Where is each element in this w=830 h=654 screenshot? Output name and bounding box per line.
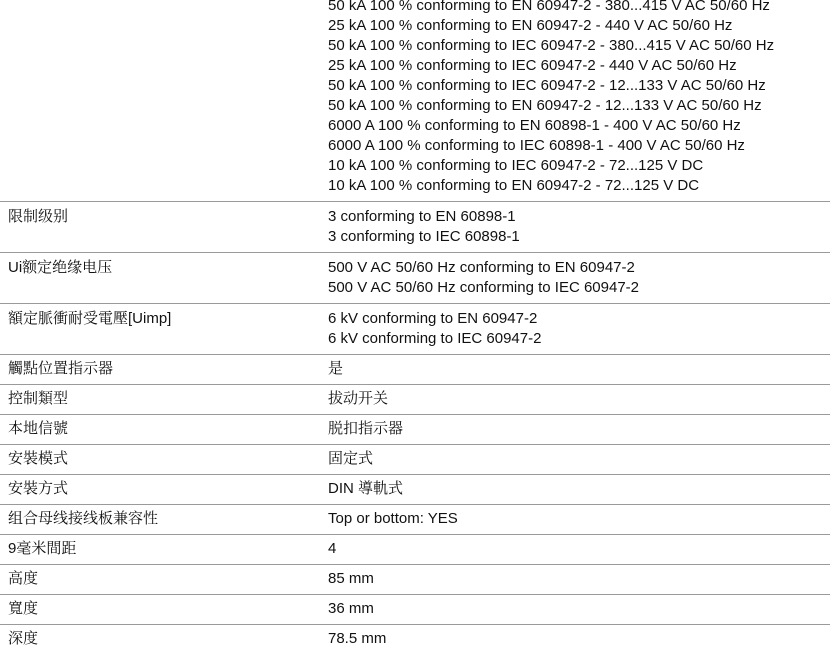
spec-value: 500 V AC 50/60 Hz conforming to IEC 60947-2 xyxy=(328,279,640,296)
spec-label: 9毫米間距 xyxy=(8,540,77,557)
spec-value: 6 kV conforming to IEC 60947-2 xyxy=(328,330,542,347)
spec-value: 25 kA 100 % conforming to EN 60947-2 - 440 V AC 50/60 Hz xyxy=(328,17,733,34)
spec-values xyxy=(317,625,830,654)
spec-row-height xyxy=(0,565,830,595)
spec-label: 觸點位置指示器 xyxy=(8,360,114,377)
spec-value: 4 xyxy=(328,540,337,557)
spec-row-mounting-mode xyxy=(0,445,830,475)
spec-values xyxy=(317,304,830,354)
spec-label: Ui额定绝缘电压 xyxy=(8,259,113,276)
spec-value: 500 V AC 50/60 Hz conforming to EN 60947-2 xyxy=(328,259,635,276)
spec-row-width xyxy=(0,595,830,625)
spec-row-breaking-capacity xyxy=(0,0,830,202)
spec-value: 6000 A 100 % conforming to IEC 60898-1 - 400 V AC 50/60 Hz xyxy=(328,137,745,154)
spec-row-limitation-class xyxy=(0,202,830,253)
spec-row-insulation-voltage xyxy=(0,253,830,304)
spec-values xyxy=(317,445,830,474)
spec-row-mounting-support xyxy=(0,475,830,505)
spec-values xyxy=(317,415,830,444)
spec-value: DIN 導軌式 xyxy=(328,480,404,497)
spec-value: 3 conforming to IEC 60898-1 xyxy=(328,228,520,245)
spec-label: 額定脈衝耐受電壓[Uimp] xyxy=(8,310,172,327)
spec-row-control-type xyxy=(0,385,830,415)
spec-values xyxy=(317,0,830,201)
spec-row-contact-indicator xyxy=(0,355,830,385)
spec-values xyxy=(317,253,830,303)
spec-label xyxy=(0,0,317,5)
spec-value: 85 mm xyxy=(328,570,374,587)
spec-value: 6 kV conforming to EN 60947-2 xyxy=(328,310,538,327)
spec-label: 组合母线接线板兼容性 xyxy=(8,510,159,527)
spec-value: 10 kA 100 % conforming to EN 60947-2 - 72...125 V DC xyxy=(328,177,700,194)
spec-values xyxy=(317,535,830,564)
spec-value: 50 kA 100 % conforming to EN 60947-2 - 380...415 V AC 50/60 Hz xyxy=(328,0,770,14)
spec-value: Top or bottom: YES xyxy=(328,510,458,527)
spec-value: 36 mm xyxy=(328,600,374,617)
spec-label: 安裝方式 xyxy=(8,480,69,497)
spec-label: 深度 xyxy=(8,630,39,647)
spec-value: 78.5 mm xyxy=(328,630,387,647)
spec-values xyxy=(317,385,830,414)
spec-value: 拔动开关 xyxy=(328,390,389,407)
spec-values xyxy=(317,505,830,534)
spec-row-depth xyxy=(0,625,830,654)
spec-row-local-signal xyxy=(0,415,830,445)
spec-value: 50 kA 100 % conforming to EN 60947-2 - 12...133 V AC 50/60 Hz xyxy=(328,97,762,114)
spec-row-impulse-voltage xyxy=(0,304,830,355)
spec-label: 寬度 xyxy=(8,600,39,617)
spec-value: 固定式 xyxy=(328,450,374,467)
spec-value: 3 conforming to EN 60898-1 xyxy=(328,208,516,225)
spec-row-comb-busbar xyxy=(0,505,830,535)
spec-value: 10 kA 100 % conforming to IEC 60947-2 - 72...125 V DC xyxy=(328,157,704,174)
spec-value: 25 kA 100 % conforming to IEC 60947-2 - 440 V AC 50/60 Hz xyxy=(328,57,737,74)
spec-value: 50 kA 100 % conforming to IEC 60947-2 - 380...415 V AC 50/60 Hz xyxy=(328,37,775,54)
spec-value: 50 kA 100 % conforming to IEC 60947-2 - 12...133 V AC 50/60 Hz xyxy=(328,77,766,94)
spec-label: 本地信號 xyxy=(8,420,69,437)
spec-values xyxy=(317,355,830,384)
spec-label: 限制级别 xyxy=(8,208,69,225)
spec-values xyxy=(317,475,830,504)
spec-row-pitch xyxy=(0,535,830,565)
spec-value: 6000 A 100 % conforming to EN 60898-1 - 400 V AC 50/60 Hz xyxy=(328,117,741,134)
spec-values xyxy=(317,202,830,252)
spec-label: 高度 xyxy=(8,570,39,587)
spec-label: 控制類型 xyxy=(8,390,69,407)
spec-value: 脱扣指示器 xyxy=(328,420,404,437)
spec-values xyxy=(317,595,830,624)
spec-value: 是 xyxy=(328,360,344,377)
spec-values xyxy=(317,565,830,594)
spec-label: 安裝模式 xyxy=(8,450,69,467)
